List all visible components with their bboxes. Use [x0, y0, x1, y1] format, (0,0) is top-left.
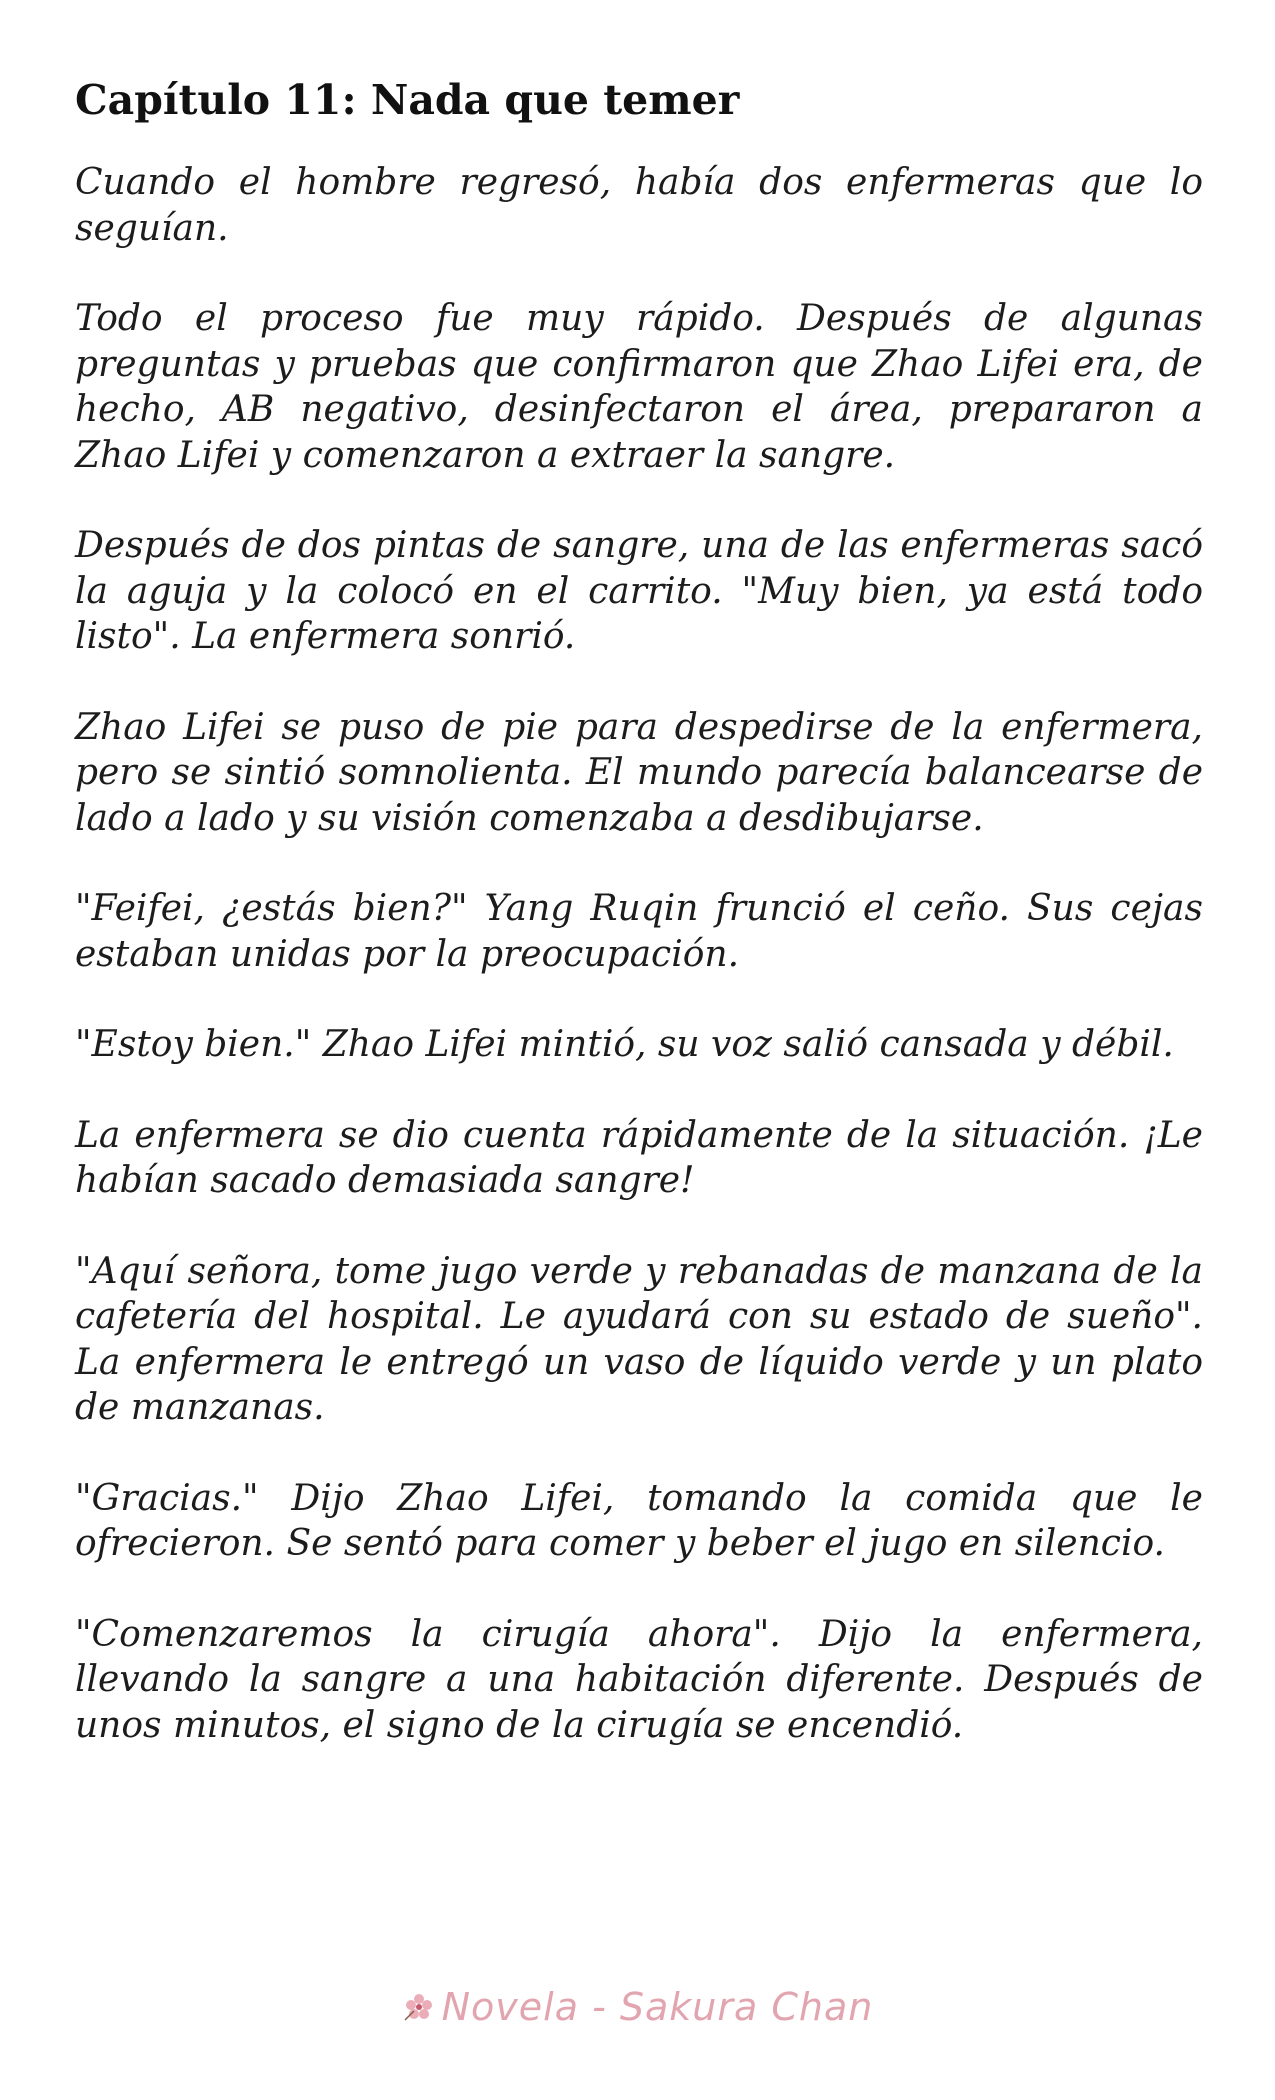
paragraph: "Feifei, ¿estás bien?" Yang Ruqin frunció el ceño. Sus cejas estaban unidas por la preocupación.: [75, 888, 1203, 975]
watermark-text: Novela - Sakura Chan: [441, 1985, 874, 2029]
sakura-flower-icon: [402, 1989, 436, 2023]
paragraph: Cuando el hombre regresó, había dos enfermeras que lo seguían.: [75, 162, 1203, 249]
paragraph: "Aquí señora, tome jugo verde y rebanadas de manzana de la cafetería del hospital. Le ayudará con su estado de sueño". La enfermera le entregó un vaso de líquido verde y un plato de manzanas.: [75, 1250, 1203, 1428]
paragraph: Zhao Lifei se puso de pie para despedirse de la enfermera, pero se sintió somnolienta. El mundo parecía balancearse de lado a lado y su visión comenzaba a desdibujarse.: [75, 706, 1203, 839]
paragraph: Después de dos pintas de sangre, una de las enfermeras sacó la aguja y la colocó en el carrito. "Muy bien, ya está todo listo". La enfermera sonrió.: [75, 525, 1203, 657]
paragraph: "Comenzaremos la cirugía ahora". Dijo la enfermera, llevando la sangre a una habitación diferente. Después de unos minutos, el signo de la cirugía se encendió.: [75, 1613, 1203, 1746]
document-page: [75, 70, 1203, 1793]
chapter-title: Capítulo 11: Nada que temer: [75, 76, 740, 124]
watermark: [0, 1985, 1275, 2045]
paragraph: La enfermera se dio cuenta rápidamente de la situación. ¡Le habían sacado demasiada sangre!: [75, 1114, 1203, 1201]
paragraph: Todo el proceso fue muy rápido. Después de algunas preguntas y pruebas que confirmaron que Zhao Lifei era, de hecho, AB negativo, desinfectaron el área, prepararon a Zhao Lifei y comenzaron a extraer la sangre.: [75, 298, 1203, 476]
paragraph: "Gracias." Dijo Zhao Lifei, tomando la comida que le ofrecieron. Se sentó para comer y beber el jugo en silencio.: [75, 1477, 1203, 1564]
paragraph: "Estoy bien." Zhao Lifei mintió, su voz salió cansada y débil.: [75, 1024, 1174, 1065]
